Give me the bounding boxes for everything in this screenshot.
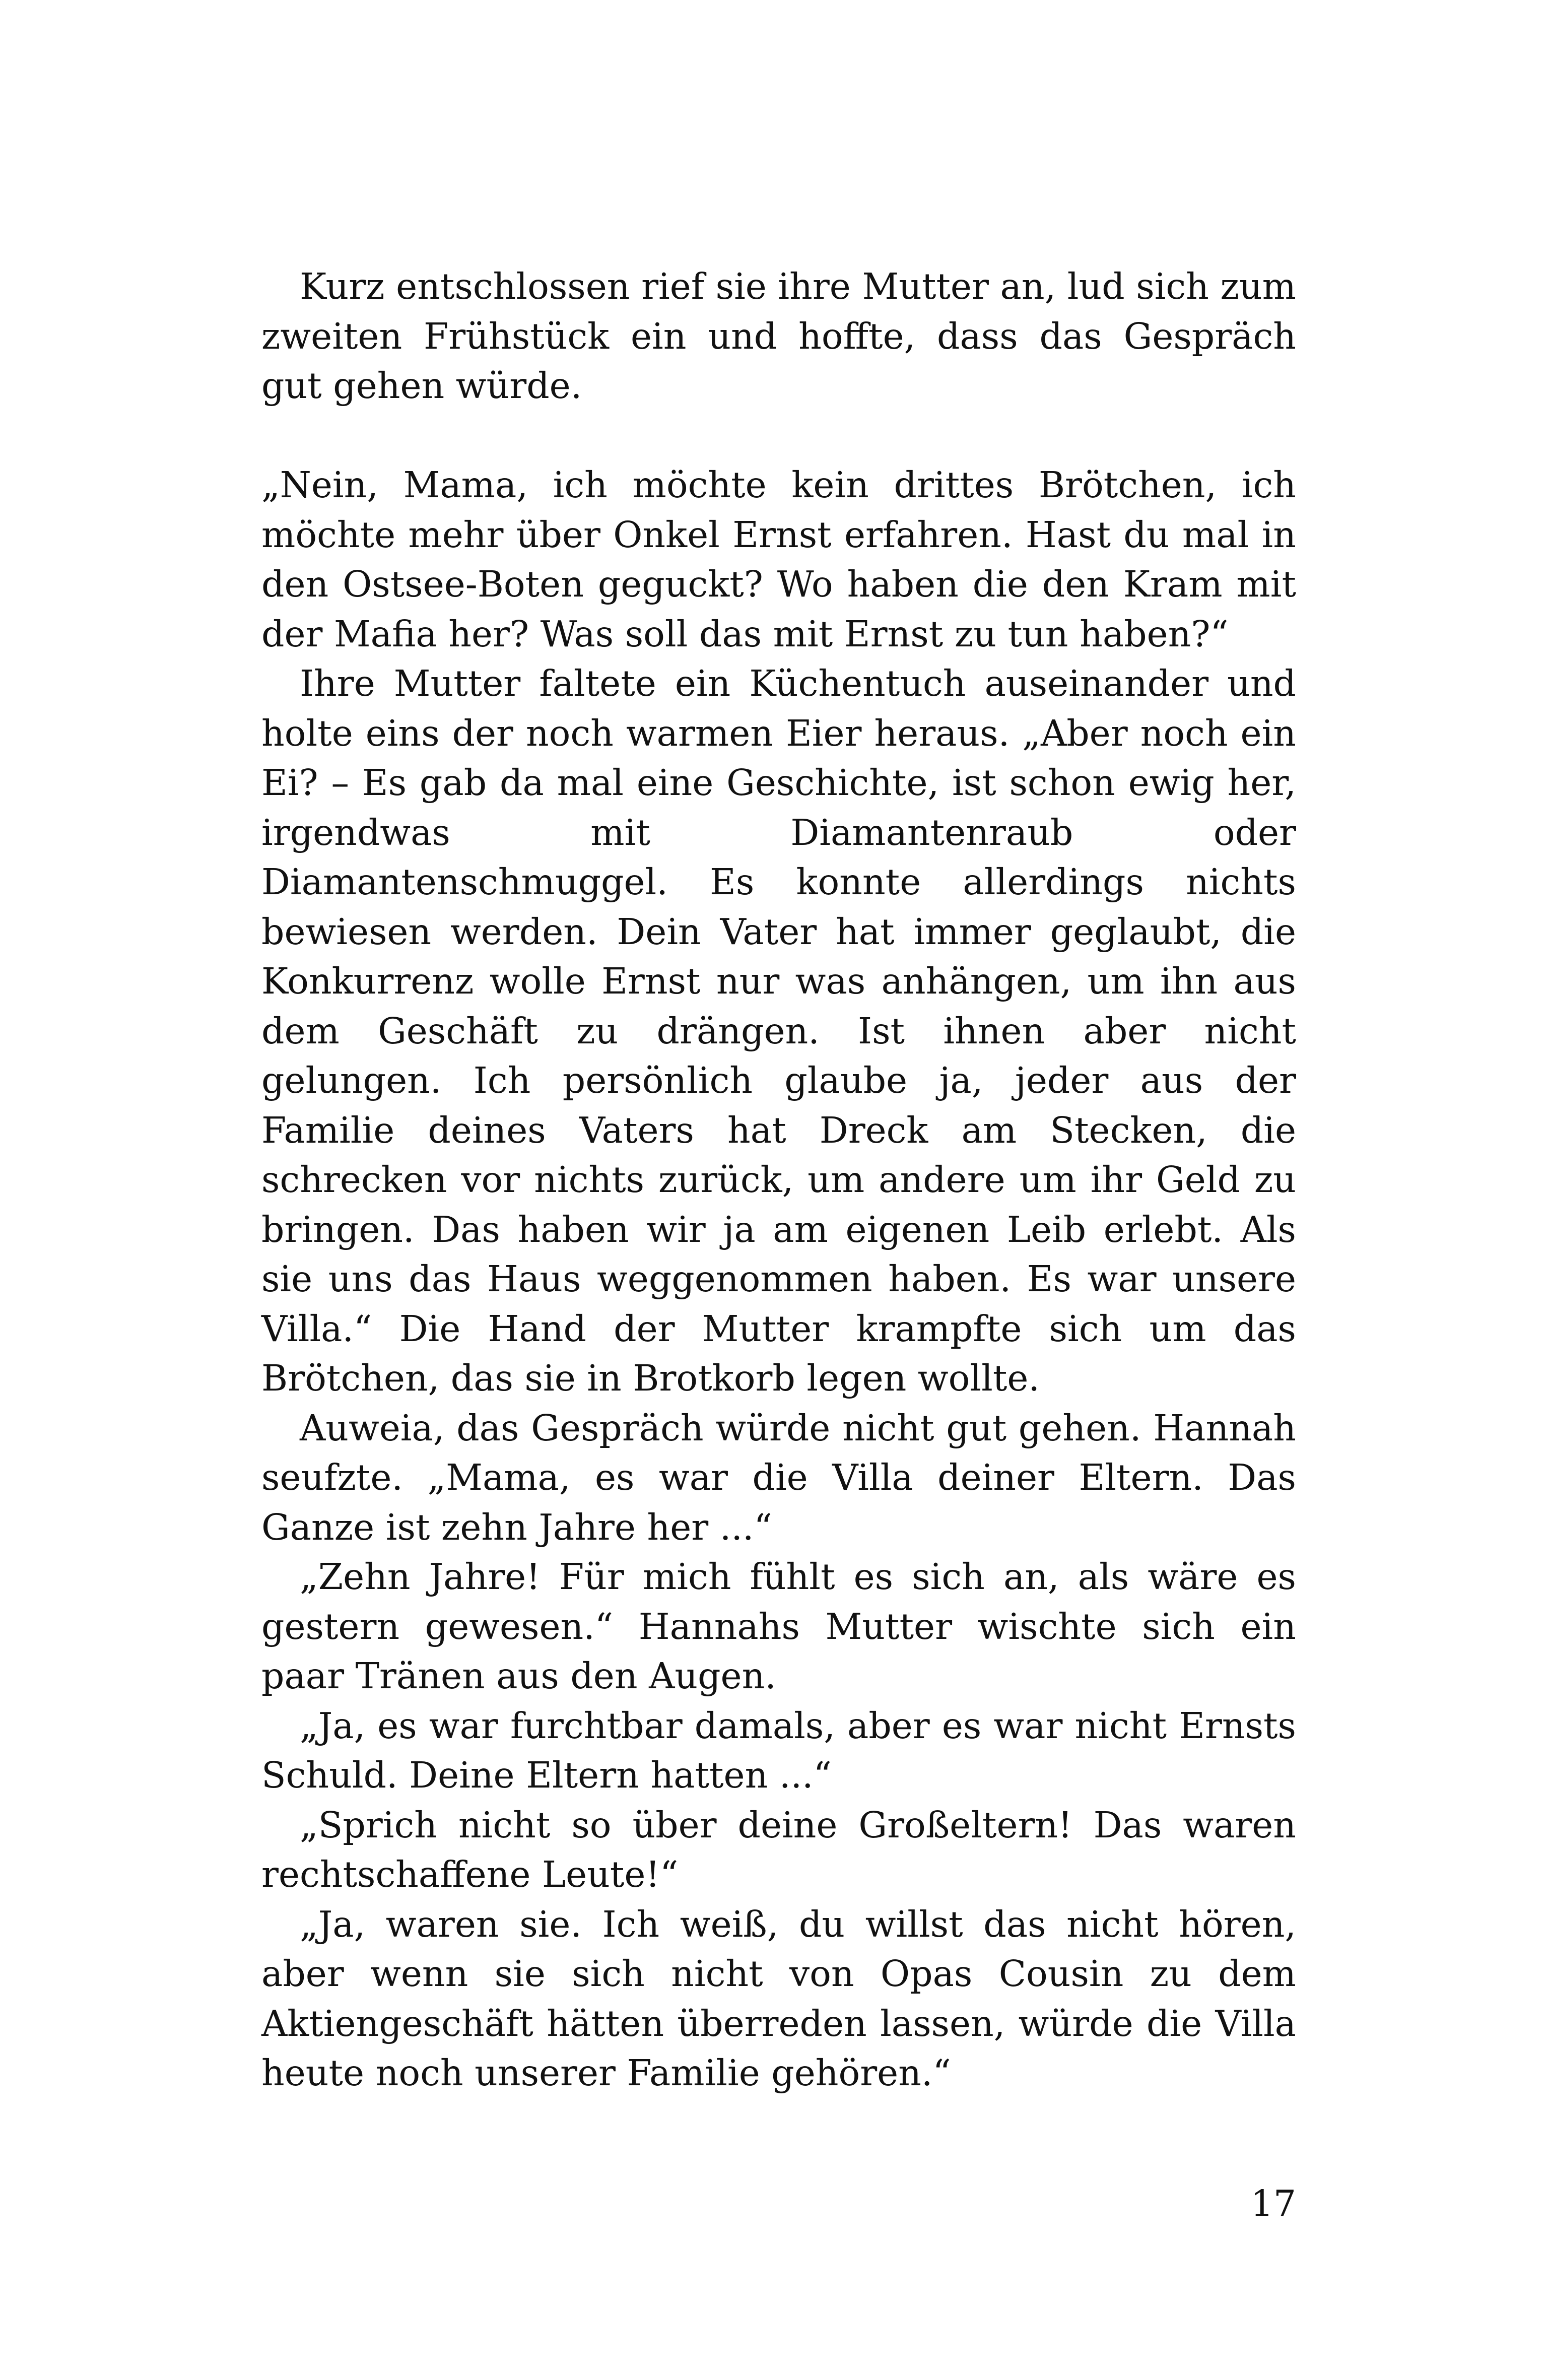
paragraph-6: „Ja, es war furchtbar damals, aber es war nicht Ernsts Schuld. Deine Eltern hatten ...“ xyxy=(261,1704,1296,1796)
paragraph-3: Ihre Mutter faltete ein Küchentuch auseinander und holte eins der noch warmen Eier heraus. „Aber noch ein Ei? – Es gab da mal eine Geschichte, ist schon ewig her, irgendwas mit Diamantenraub oder Diamantenschmuggel. Es konnte allerdings nichts bewiesen werden. Dein Vater hat immer geglaubt, die Konkurrenz wolle Ernst nur was anhängen, um ihn aus dem Geschäft zu drängen. Ist ihnen aber nicht gelungen. Ich persönlich glaube ja, jeder aus der Familie deines Vaters hat Dreck am Stecken, die schrecken vor nichts zurück, um andere um ihr Geld zu bringen. Das haben wir ja am eigenen Leib erlebt. Als sie uns das Haus weggenommen haben. Es war unsere Villa.“ Die Hand der Mutter krampfte sich um das Brötchen, das sie in Brotkorb legen wollte. xyxy=(261,663,1296,1399)
body-text xyxy=(261,262,1296,2098)
paragraph-4: Auweia, das Gespräch würde nicht gut gehen. Hannah seufzte. „Mama, es war die Villa deiner Eltern. Das Ganze ist zehn Jahre her ...“ xyxy=(261,1407,1296,1548)
paragraph-1: Kurz entschlossen rief sie ihre Mutter an, lud sich zum zweiten Frühstück ein und hoffte, dass das Gespräch gut gehen würde. xyxy=(261,266,1296,407)
page-number: 17 xyxy=(1250,2183,1296,2224)
paragraph-8: „Ja, waren sie. Ich weiß, du willst das nicht hören, aber wenn sie sich nicht von Opas Cousin zu dem Aktiengeschäft hätten überreden lassen, würde die Villa heute noch unserer Familie gehören.“ xyxy=(261,1903,1296,2094)
paragraph-2: „Nein, Mama, ich möchte kein drittes Brötchen, ich möchte mehr über Onkel Ernst erfahren. Hast du mal in den Ostsee-Boten geguckt? Wo haben die den Kram mit der Mafia her? Was soll das mit Ernst zu tun haben?“ xyxy=(261,464,1296,655)
paragraph-5: „Zehn Jahre! Für mich fühlt es sich an, als wäre es gestern gewesen.“ Hannahs Mutter wischte sich ein paar Tränen aus den Augen. xyxy=(261,1556,1296,1697)
paragraph-7: „Sprich nicht so über deine Großeltern! Das waren rechtschaffene Leute!“ xyxy=(261,1804,1296,1895)
